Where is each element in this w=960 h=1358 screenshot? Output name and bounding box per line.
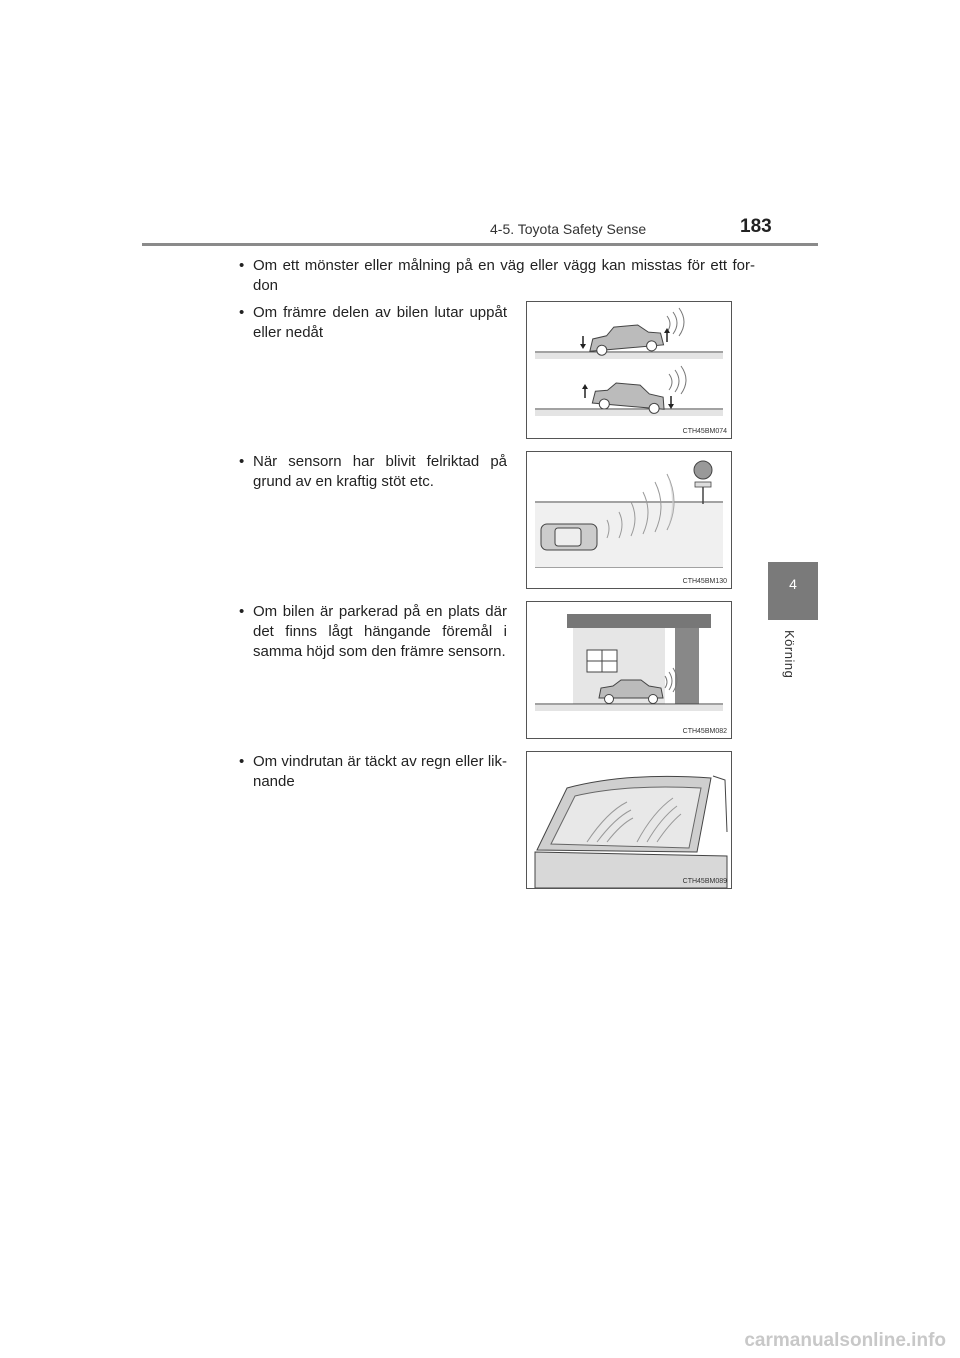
figure-code: CTH45BM130 [682, 578, 727, 585]
bullet-dot: • [239, 257, 245, 274]
header-divider [142, 243, 818, 246]
section-title: 4-5. Toyota Safety Sense [490, 221, 647, 237]
watermark: carmanualsonline.info [744, 1330, 946, 1351]
bullet-text: Om främre delen av bilen lutar uppåt eller nedåt [253, 304, 507, 341]
page-number: 183 [740, 216, 772, 237]
bullet-text: Om bilen är parkerad på en plats där det finns lågt hängande föremål i samma höjd som den främre sensorn. [253, 603, 507, 660]
figure-car-tilt [526, 301, 732, 439]
figure-code: CTH45BM074 [682, 428, 727, 435]
bullet-item [239, 602, 507, 662]
bullet-text: När sensorn har blivit felriktad på grund av en kraftig stöt etc. [253, 453, 507, 490]
figure-code: CTH45BM082 [682, 728, 727, 735]
figure-overhang-parking [526, 601, 732, 739]
bullet-dot: • [239, 453, 245, 470]
bullet-text: Om ett mönster eller målning på en väg eller vägg kan misstas för ett for-don [253, 257, 755, 294]
bullet-dot: • [239, 603, 245, 620]
chapter-number: 4 [789, 576, 797, 592]
bullet-item [239, 452, 507, 492]
bullet-item [239, 752, 507, 792]
bullet-text: Om vindrutan är täckt av regn eller lik-nande [253, 753, 507, 790]
bullet-dot: • [239, 304, 245, 321]
bullet-item [239, 303, 507, 343]
bullet-dot: • [239, 753, 245, 770]
bullet-item [239, 256, 755, 296]
chapter-label: Körning [782, 630, 797, 679]
figure-code: CTH45BM089 [682, 878, 727, 885]
figure-windshield-rain [526, 751, 732, 889]
figure-sensor-misaligned [526, 451, 732, 589]
